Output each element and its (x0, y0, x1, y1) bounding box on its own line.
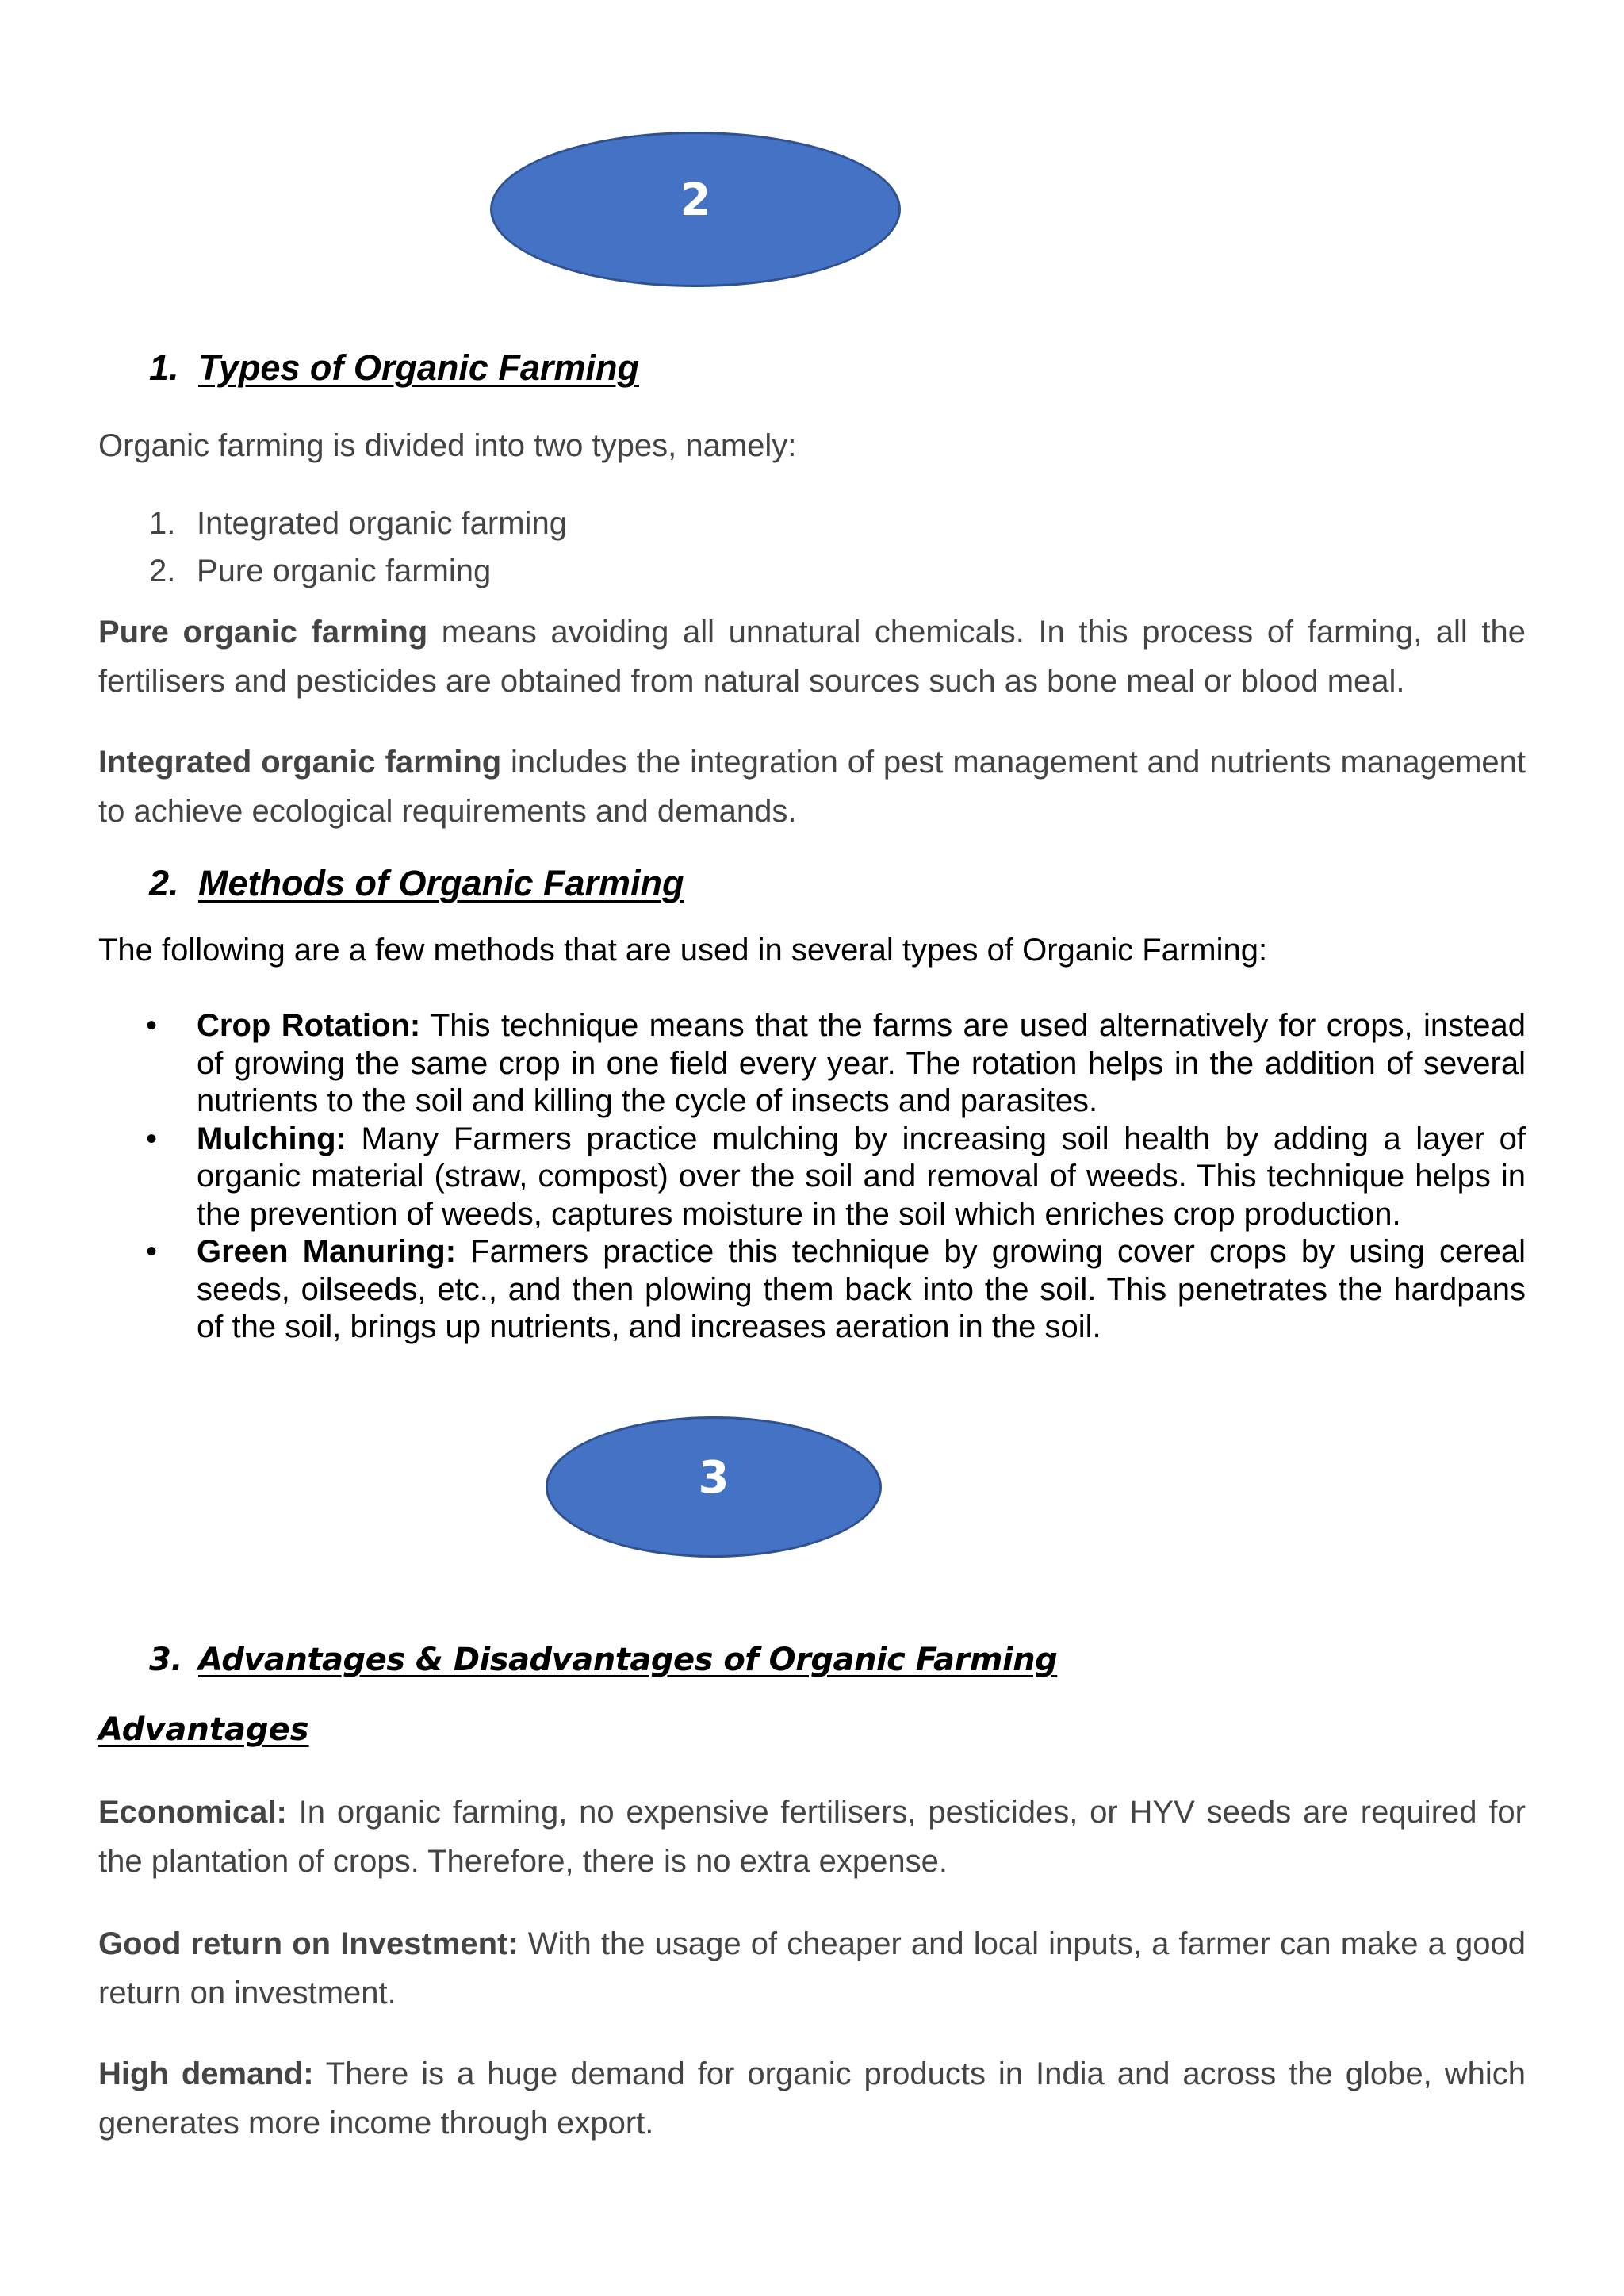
section-number: 1. (149, 347, 179, 388)
definition-text: includes the integration of pest management and nutrients management to achieve ecological requirements and demands. (98, 745, 1526, 829)
types-list (98, 500, 567, 595)
types-intro: Organic farming is divided into two types, namely: (98, 428, 797, 463)
list-number: 2. (149, 554, 176, 588)
pure-organic-paragraph (98, 608, 1526, 706)
list-item (98, 1233, 1526, 1347)
advantage-paragraph-demand (98, 2049, 1526, 2148)
page-marker-number: 3 (698, 1451, 730, 1504)
advantage-paragraph-return (98, 1919, 1526, 2018)
method-term: Crop Rotation: (197, 1008, 421, 1043)
list-number: 1. (149, 506, 176, 541)
list-text: Pure organic farming (197, 554, 492, 588)
list-item (98, 1121, 1526, 1234)
term-label: Economical: (98, 1795, 287, 1830)
section-number: 2. (149, 863, 179, 903)
page-marker-ellipse-2 (490, 132, 901, 287)
section-heading-advantages-disadvantages (149, 1642, 1057, 1678)
term-label: High demand: (98, 2056, 314, 2091)
list-text: Integrated organic farming (197, 506, 567, 541)
bullet-icon: • (146, 1008, 158, 1043)
advantage-text: With the usage of cheaper and local inputs, a farmer can make a good return on investment. (98, 1926, 1526, 2010)
integrated-organic-paragraph (98, 738, 1526, 836)
term-label: Pure organic farming (98, 615, 428, 650)
list-item (98, 500, 567, 547)
method-term: Green Manuring: (197, 1234, 457, 1269)
method-text: Many Farmers practice mulching by increasing soil health by adding a layer of organic material (straw, compost) over the soil and removal of weeds. This technique helps in the prevention of weeds, captures moisture in the soil which enriches crop production. (197, 1121, 1526, 1232)
section-title: Advantages & Disadvantages of Organic Farming (198, 1642, 1058, 1678)
method-text: This technique means that the farms are used alternatively for crops, instead of growing the same crop in one field every year. The rotation helps in the addition of several nutrients to the soil and killing the cycle of insects and parasites. (197, 1008, 1526, 1118)
bullet-icon: • (146, 1234, 158, 1269)
section-title: Methods of Organic Farming (198, 863, 684, 903)
methods-intro: The following are a few methods that are used in several types of Organic Farming: (98, 933, 1268, 968)
list-item (98, 547, 567, 595)
list-item (98, 1007, 1526, 1121)
section-title: Types of Organic Farming (198, 347, 639, 388)
method-term: Mulching: (197, 1121, 347, 1156)
term-label: Good return on Investment: (98, 1926, 519, 1961)
section-heading-types (149, 347, 639, 389)
section-heading-methods (149, 863, 684, 904)
advantage-paragraph-economical (98, 1788, 1526, 1886)
page-marker-ellipse-3 (546, 1416, 882, 1558)
advantage-text: There is a huge demand for organic products in India and across the globe, which generates more income through export. (98, 2056, 1526, 2141)
term-label: Integrated organic farming (98, 745, 502, 780)
definition-text: means avoiding all unnatural chemicals. In this process of farming, all the fertilisers and pesticides are obtained from natural sources such as bone meal or blood meal. (98, 615, 1526, 699)
page-marker-number: 2 (680, 174, 711, 226)
advantage-text: In organic farming, no expensive fertilisers, pesticides, or HYV seeds are required for the plantation of crops. Therefore, there is no extra expense. (98, 1795, 1526, 1879)
bullet-icon: • (146, 1121, 158, 1156)
methods-list (98, 1007, 1526, 1347)
method-text: Farmers practice this technique by growing cover crops by using cereal seeds, oilseeds, etc., and then plowing them back into the soil. This penetrates the hardpans of the soil, brings up nutrients, and increases aeration in the soil. (197, 1234, 1526, 1344)
advantages-heading: Advantages (98, 1711, 309, 1748)
section-number: 3. (149, 1642, 183, 1678)
